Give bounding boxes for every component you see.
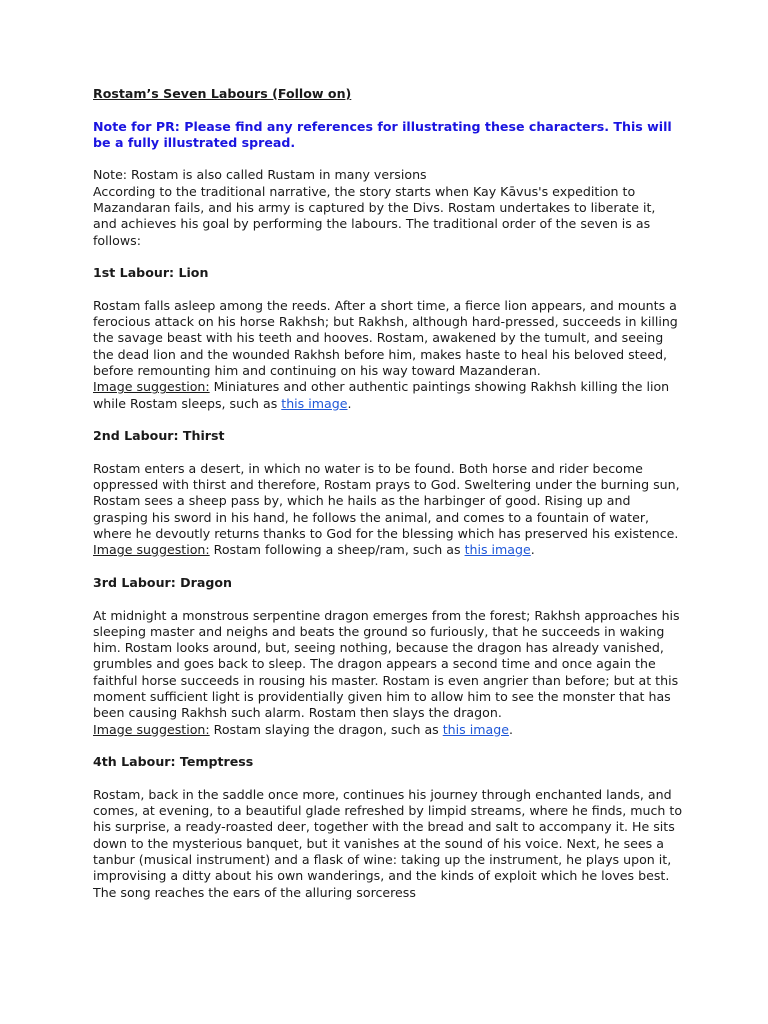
labour-2-heading: 2nd Labour: Thirst: [93, 428, 225, 444]
intro-paragraph: According to the traditional narrative, the story starts when Kay Kāvus's expedition to Mazandaran fails, and his army is captured by the Divs. Rostam undertakes to liberate it, and achieves his goal by performing the labours. The traditional order of the seven is as follows:: [93, 183, 656, 248]
document-title: Rostam’s Seven Labours (Follow on): [93, 86, 352, 101]
labour-3-body: At midnight a monstrous serpentine dragon emerges from the forest; Rakhsh approaches his sleeping master and neighs and beats the ground so furiously, that he succeeds in waking him. Rostam looks around, but, seeing nothing, because the dragon has already vanished, grumbles and goes back to sleep. The dragon appears a second time and once again the faithful horse succeeds in rousing his master. Rostam is even angrier than before; but at this moment sufficient light is providentially given him to allow him to see the monster that has been causing Rakhsh such alarm. Rostam then slays the dragon.: [93, 607, 680, 721]
this-image-link[interactable]: this image: [442, 721, 509, 737]
this-image-link[interactable]: this image: [281, 395, 348, 411]
this-image-link[interactable]: this image: [464, 542, 531, 558]
labour-1-heading: 1st Labour: Lion: [93, 265, 209, 281]
labour-3-suggestion: [93, 722, 683, 738]
labour-1-body: Rostam falls asleep among the reeds. After a short time, a fierce lion appears, and mounts a ferocious attack on his horse Rakhsh; but Rakhsh, although hard-pressed, succeeds in killing the savage beast with his teeth and hooves. Rostam, awakened by the tumult, and seeing the dead lion and the wounded Rakhsh before him, makes haste to heal his beloved steed, before remounting him and continuing on his way toward Mazanderan.: [93, 297, 678, 379]
image-suggestion-text: Rostam following a sheep/ram, such as: [209, 542, 465, 558]
labour-4-body: Rostam, back in the saddle once more, continues his journey through enchanted lands, and comes, at evening, to a beautiful glade refreshed by limpid streams, where he finds, much to his surprise, a ready-roasted deer, together with the bread and salt to accompany it. He sits down to the mysterious banquet, but it vanishes at the sound of his voice. Next, he sees a tanbur (musical instrument) and a flask of wine: taking up the instrument, he plays upon it, improvising a ditty about his own wanderings, and the kinds of exploit which he loves best. The song reaches the ears of the alluring sorceress: [93, 786, 683, 900]
image-suggestion-text: Miniatures and other authentic paintings showing Rakhsh killing the lion while Rostam sleeps, such as: [93, 379, 670, 411]
labour-1-suggestion: [93, 379, 683, 412]
document-page: [93, 86, 683, 901]
intro-note: Note: Rostam is also called Rustam in many versions: [93, 167, 427, 183]
note-for-pr: Note for PR: Please find any references for illustrating these characters. This will be a fully illustrated spread.: [93, 118, 672, 150]
image-suggestion-label: Image suggestion:: [93, 542, 210, 558]
suggestion-end: .: [508, 721, 513, 737]
image-suggestion-label: Image suggestion:: [93, 721, 210, 737]
image-suggestion-label: Image suggestion:: [93, 379, 210, 395]
suggestion-end: .: [530, 542, 535, 558]
labour-3-heading: 3rd Labour: Dragon: [93, 574, 232, 590]
labour-4-heading: 4th Labour: Temptress: [93, 754, 254, 770]
suggestion-end: .: [347, 395, 352, 411]
image-suggestion-text: Rostam slaying the dragon, such as: [209, 721, 443, 737]
labour-2-body: Rostam enters a desert, in which no water is to be found. Both horse and rider become oppressed with thirst and therefore, Rostam prays to God. Sweltering under the burning sun, Rostam sees a sheep pass by, which he hails as the harbinger of good. Rising up and grasping his sword in his hand, he follows the animal, and comes to a fountain of water, where he devoutly returns thanks to God for the blessing which has preserved his existence.: [93, 460, 680, 542]
labour-2-suggestion: [93, 542, 683, 558]
